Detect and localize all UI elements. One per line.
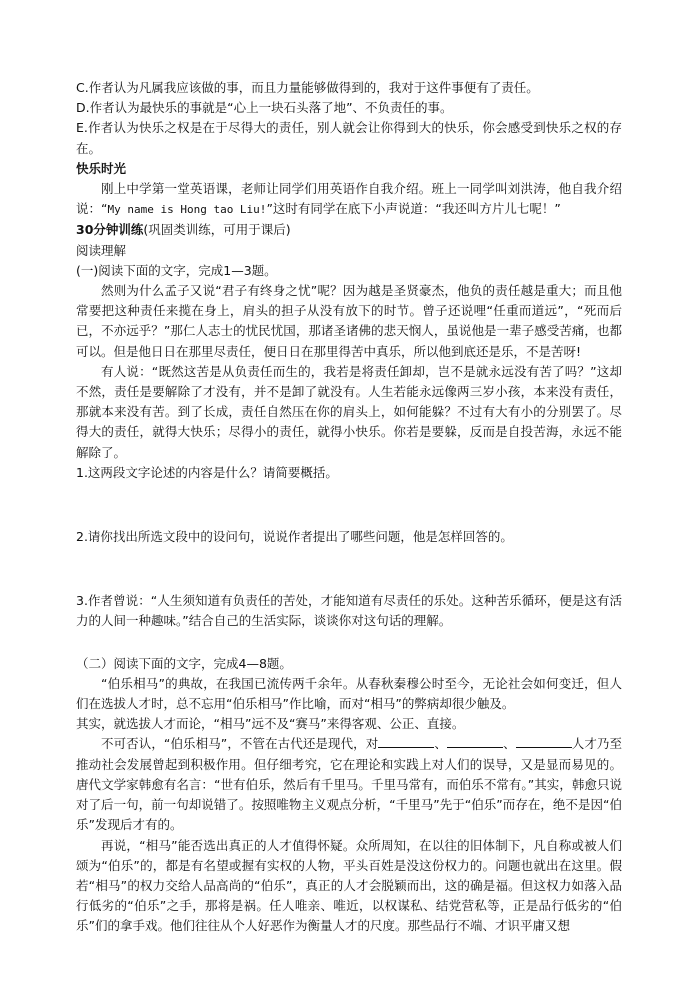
part1-paragraph-1: 然则为什么孟子又说“君子有终身之忧”呢？因为越是圣贤豪杰，他负的责任越是重大；而且他常要把这种责任来揽在身上，肩头的担子从没有放下的时节。曾子还说哩“任重而道远”，“死而后已，不亦远乎？”那仁人志士的忧民忧国，那诸圣诸佛的悲天悯人，虽说他是一辈子感受苦痛，也都可以。但是他日日在那里尽责任，便日日在那里得苦中真乐，所以他到底还是乐，不是苦呀! (76, 283, 622, 359)
question-3: 3.作者曾说：“人生须知道有负责任的苦处，才能知道有尽责任的乐处。这种苦乐循环，便是这有活力的人间一种趣味。”结合自己的生活实际，谈谈你对这句话的理解。 (76, 593, 622, 629)
part2-paragraph-3 (76, 734, 622, 835)
section-title: 阅读理解 (76, 242, 127, 258)
humor-english: My name is Hong tao Liu! (107, 203, 267, 217)
part2-para3-rest: 人才乃至推动社会发展曾起到积极作用。但仔细考究，它在理论和实践上对人们的误导，又是显而易见的。唐代文学家韩愈有名言：“世有伯乐，然后有千里马。千里马常有，而伯乐不常有。”其实，韩愈只说对了后一句，前一句却说错了。按照唯物主义观点分析，“千里马”先于“伯乐”而存在，绝不是因“伯乐”发现后才有的。 (76, 736, 622, 833)
part1-intro: (一)阅读下面的文字，完成1—3题。 (76, 262, 277, 278)
option-e: E.作者认为快乐之权是在于尽得大的责任，别人就会让你得到大的快乐，你会感受到快乐之权的存在。 (76, 120, 622, 156)
part2-para3-start: 不可否认，“伯乐相马”，不管在古代还是现代，对 (101, 736, 379, 752)
option-c: C.作者认为凡属我应该做的事，而且力量能够做得到的，我对于这件事便有了责任。 (76, 80, 539, 95)
humor-text-after: ”这时有同学在底下小声说道：“我还叫方片儿七呢！” (266, 201, 561, 217)
fill-blank-3[interactable] (516, 735, 572, 748)
document-content (76, 78, 622, 937)
humor-heading: 快乐时光 (76, 160, 127, 176)
answer-space-2 (76, 547, 622, 591)
option-d: D.作者认为最快乐的事就是“心上一块石头落了地”、不负责任的事。 (76, 100, 453, 116)
practice-header (76, 220, 622, 240)
part2-paragraph-1: “伯乐相马”的典故，在我国已流传两千余年。从春秋秦穆公时至今，无论社会如何变迁，但人们在选拔人才时，总不忘用“伯乐相马”作比喻，而对“相马”的弊病却很少触及。 (76, 675, 622, 712)
part2-paragraph-2: 其实，就选拔人才而论，“相马”远不及“赛马”来得客观、公正、直接。 (76, 716, 465, 732)
question-1: 1.这两段文字论述的内容是什么？请简要概括。 (76, 464, 338, 480)
humor-text-before: 刚上中学第一堂英语课，老师让同学们用英语作自我介绍。班上一同学叫刘洪涛，他自我介绍说：“ (76, 181, 622, 217)
humor-text (76, 179, 622, 220)
practice-subheading: (巩固类训练，可用于课后) (143, 222, 291, 238)
blank-separator-1: 、 (434, 736, 447, 752)
part2-intro: （二）阅读下面的文字，完成4—8题。 (76, 655, 292, 671)
answer-space-3 (76, 632, 622, 654)
part1-paragraph-2: 有人说：“既然这苦是从负责任而生的，我若是将责任卸却，岂不是就永远没有苦了吗？”这却不然，责任是要解除了才没有，并不是卸了就没有。人生若能永远像两三岁小孩，本来没有责任，那就本来没有苦。到了长成，责任自然压在你的肩头上，如何能躲？不过有大有小的分别罢了。尽得大的责任，就得大快乐；尽得小的责任，就得小快乐。你若是要躲，反而是自投苦海，永远不能解除了。 (76, 363, 622, 460)
fill-blank-2[interactable] (447, 735, 503, 748)
blank-separator-2: 、 (502, 736, 516, 752)
answer-space-1 (76, 483, 622, 527)
part2-paragraph-4: 再说，“相马”能否选出真正的人才值得怀疑。众所周知，在以往的旧体制下，凡自称或被人们颂为“伯乐”的，都是有名望或握有实权的人物，平头百姓是没这份权力的。问题也就出在这里。假若“相马”的权力交给人品高尚的“伯乐”，真正的人才会脱颖而出，这的确是福。但这权力如落入品行低劣的“伯乐”之手，那将是祸。任人唯亲、唯近，以权谋私、结党营私等，正是品行低劣的“伯乐”们的拿手戏。他们往往从个人好恶作为衡量人才的尺度。那些品行不端、才识平庸又想 (76, 837, 622, 934)
question-2: 2.请你找出所选文段中的设问句，说说作者提出了哪些问题，他是怎样回答的。 (76, 529, 513, 545)
practice-heading: 30分钟训练 (76, 222, 144, 238)
fill-blank-1[interactable] (378, 735, 434, 748)
